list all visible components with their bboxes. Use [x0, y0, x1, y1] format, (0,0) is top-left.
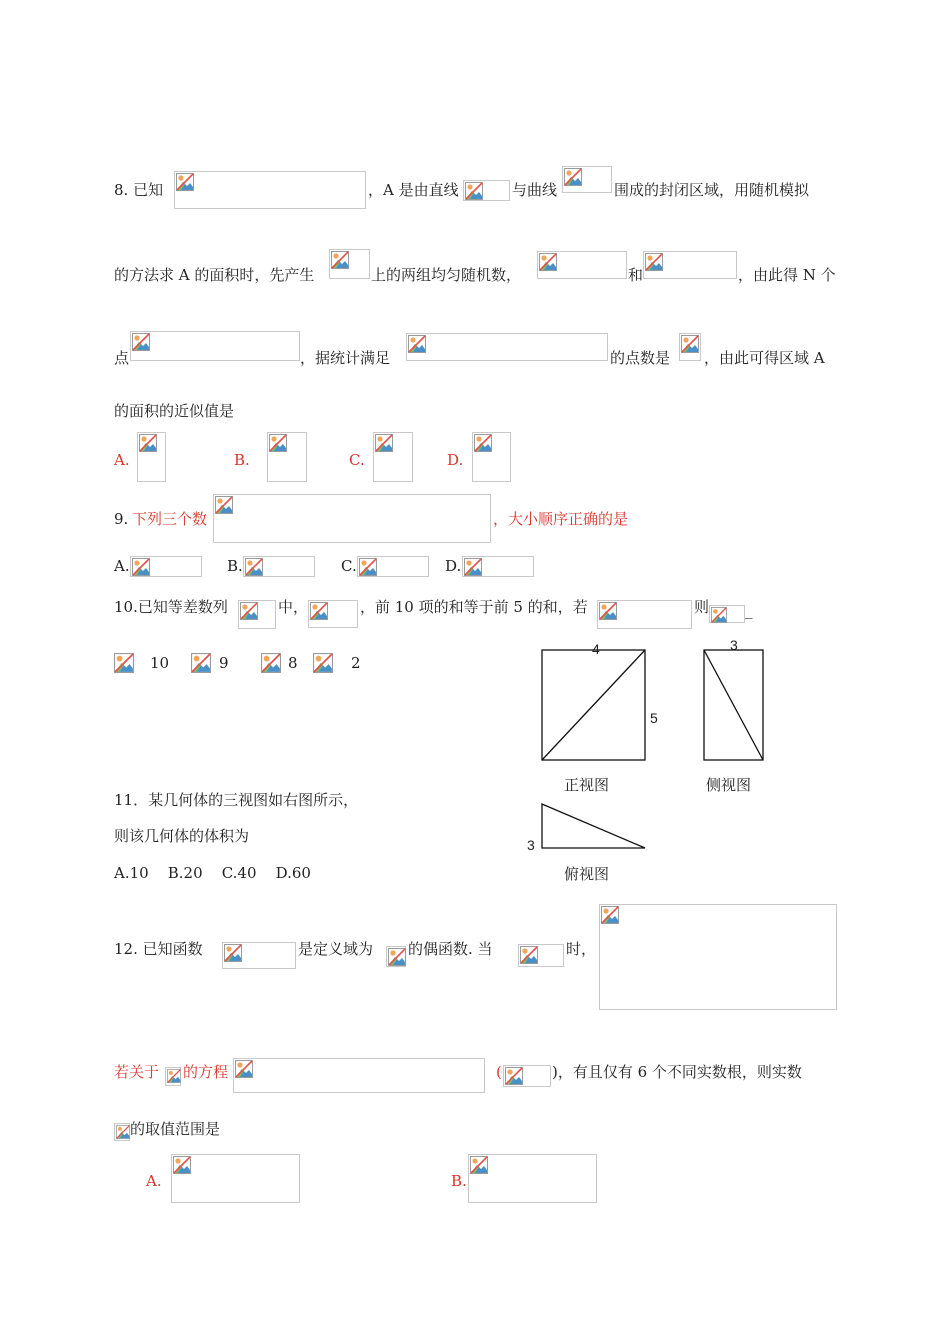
q9-number: 9. — [114, 510, 129, 528]
option-image — [472, 432, 511, 482]
option-label: D. — [445, 557, 462, 575]
broken-image-icon — [167, 1069, 181, 1083]
broken-image-icon — [173, 1156, 191, 1174]
broken-image-icon — [245, 558, 263, 576]
option-label: C. — [349, 451, 365, 469]
q10-text: _ — [745, 601, 753, 619]
broken-image-icon — [132, 558, 150, 576]
q8-text: 点 — [114, 349, 130, 367]
q12-text: 是定义域为 — [298, 940, 374, 958]
q12-text: 的方程 — [183, 1063, 229, 1081]
q10-text: ，前 10 项的和等于前 5 的和，若 — [360, 598, 588, 616]
q11-text: 则该几何体的体积为 — [114, 827, 250, 845]
three-view-diagram — [535, 636, 775, 866]
broken-image-icon — [269, 434, 287, 452]
top-view-triangle — [542, 804, 645, 848]
broken-image-icon — [470, 1156, 488, 1174]
broken-image-icon — [711, 607, 727, 623]
option-label: B. — [227, 557, 243, 575]
broken-image-icon — [132, 333, 150, 351]
q9-text: 下列三个数 — [132, 510, 208, 528]
broken-image-icon — [388, 948, 406, 966]
q12-text: 若关于 — [114, 1063, 160, 1081]
broken-image-icon — [235, 1060, 253, 1078]
q12-text: )，有且仅有 6 个不同实数根，则实数 — [552, 1063, 802, 1081]
option-image — [137, 432, 166, 482]
q12-text: 的取值范围是 — [130, 1120, 221, 1138]
option-value: 2 — [351, 654, 361, 672]
side-view-diagonal — [704, 650, 763, 760]
broken-image-icon — [564, 168, 582, 186]
q8-text: ，A 是由直线 — [368, 181, 459, 199]
formula-image — [386, 946, 406, 967]
formula-image — [518, 944, 564, 967]
option-image — [243, 556, 315, 577]
front-view-label: 正视图 — [564, 776, 610, 794]
option-image — [468, 1154, 597, 1203]
broken-image-icon — [539, 253, 557, 271]
broken-image-icon — [191, 653, 211, 673]
option-label: A. — [114, 451, 130, 469]
q8-text: ，由此得 N 个 — [738, 266, 836, 284]
side-view-label: 侧视图 — [706, 776, 752, 794]
formula-image — [679, 333, 701, 361]
broken-image-icon — [520, 946, 538, 964]
broken-image-icon — [215, 496, 233, 514]
q8-text: 围成的封闭区域，用随机模拟 — [614, 181, 810, 199]
q8-text: ，据统计满足 — [300, 349, 391, 367]
broken-image-icon — [114, 653, 134, 673]
q12-text: 的偶函数. 当 — [408, 940, 493, 958]
q8-text: 8. 已知 — [114, 181, 164, 199]
q8-text: 的方法求 A 的面积时，先产生 — [114, 266, 315, 284]
broken-image-icon — [645, 253, 663, 271]
q12-text: 12. 已知函数 — [114, 940, 203, 958]
broken-image-icon — [375, 434, 393, 452]
broken-image-icon — [601, 906, 619, 924]
broken-image-icon — [465, 182, 483, 200]
broken-image-icon — [359, 558, 377, 576]
option-label: D. — [447, 451, 464, 469]
option-image — [267, 432, 307, 482]
formula-image — [222, 942, 296, 969]
broken-image-icon — [139, 434, 157, 452]
option-image — [171, 1154, 300, 1203]
option-image — [130, 556, 202, 577]
top-view-label: 俯视图 — [564, 865, 610, 883]
formula-image — [174, 171, 366, 209]
formula-image — [130, 331, 300, 361]
option-image — [357, 556, 429, 577]
formula-image — [114, 1123, 130, 1141]
option-label: A. — [114, 557, 130, 575]
option-label: B. — [234, 451, 250, 469]
q12-text: ( — [496, 1063, 502, 1081]
broken-image-icon — [331, 251, 349, 269]
option-image — [373, 432, 413, 482]
formula-image — [329, 249, 370, 279]
broken-image-icon — [681, 335, 699, 353]
broken-image-icon — [408, 335, 426, 353]
option-image — [462, 556, 534, 577]
q10-text: 则 — [694, 598, 710, 616]
q10-text: 中， — [278, 598, 309, 616]
formula-image — [165, 1067, 181, 1086]
dim-label: 5 — [650, 710, 658, 726]
q11-text: 11．某几何体的三视图如右图所示， — [114, 791, 359, 809]
formula-image — [238, 600, 276, 629]
broken-image-icon — [474, 434, 492, 452]
option-value: 8 — [288, 654, 298, 672]
option-value: 9 — [219, 654, 229, 672]
formula-image — [308, 600, 358, 628]
formula-image — [213, 494, 491, 543]
q12-text: 时， — [566, 940, 597, 958]
formula-image — [597, 600, 692, 629]
formula-image — [537, 251, 627, 279]
q8-text: 的面积的近似值是 — [114, 402, 235, 420]
broken-image-icon — [464, 558, 482, 576]
broken-image-icon — [176, 173, 194, 191]
option-label: C. — [341, 557, 357, 575]
dim-label: 3 — [527, 837, 535, 853]
q8-text: ，由此可得区域 A — [704, 349, 825, 367]
formula-image — [709, 605, 745, 623]
dim-label: 4 — [592, 641, 600, 657]
broken-image-icon — [599, 602, 617, 620]
broken-image-icon — [224, 944, 242, 962]
q8-text: 和 — [628, 266, 644, 284]
formula-image — [643, 251, 737, 279]
option-label: A. — [146, 1172, 162, 1190]
option-value: 10 — [150, 654, 170, 672]
q10-text: 10.已知等差数列 — [114, 598, 228, 616]
q9-text: ，大小顺序正确的是 — [493, 510, 629, 528]
q8-text: 的点数是 — [610, 349, 671, 367]
formula-image — [599, 904, 837, 1010]
option-label: B. — [451, 1172, 467, 1190]
front-view-diagonal — [542, 650, 645, 760]
dim-label: 3 — [730, 637, 738, 653]
formula-image — [562, 166, 612, 193]
formula-image — [503, 1065, 551, 1087]
formula-image — [233, 1058, 485, 1093]
broken-image-icon — [240, 602, 258, 620]
q8-text: 与曲线 — [512, 181, 558, 199]
broken-image-icon — [313, 653, 333, 673]
broken-image-icon — [261, 653, 281, 673]
broken-image-icon — [116, 1125, 130, 1139]
q8-text: 上的两组均匀随机数， — [371, 266, 522, 284]
formula-image — [406, 333, 608, 361]
broken-image-icon — [310, 602, 328, 620]
q11-options: A.10 B.20 C.40 D.60 — [114, 864, 311, 882]
broken-image-icon — [505, 1067, 523, 1085]
formula-image — [463, 180, 510, 201]
